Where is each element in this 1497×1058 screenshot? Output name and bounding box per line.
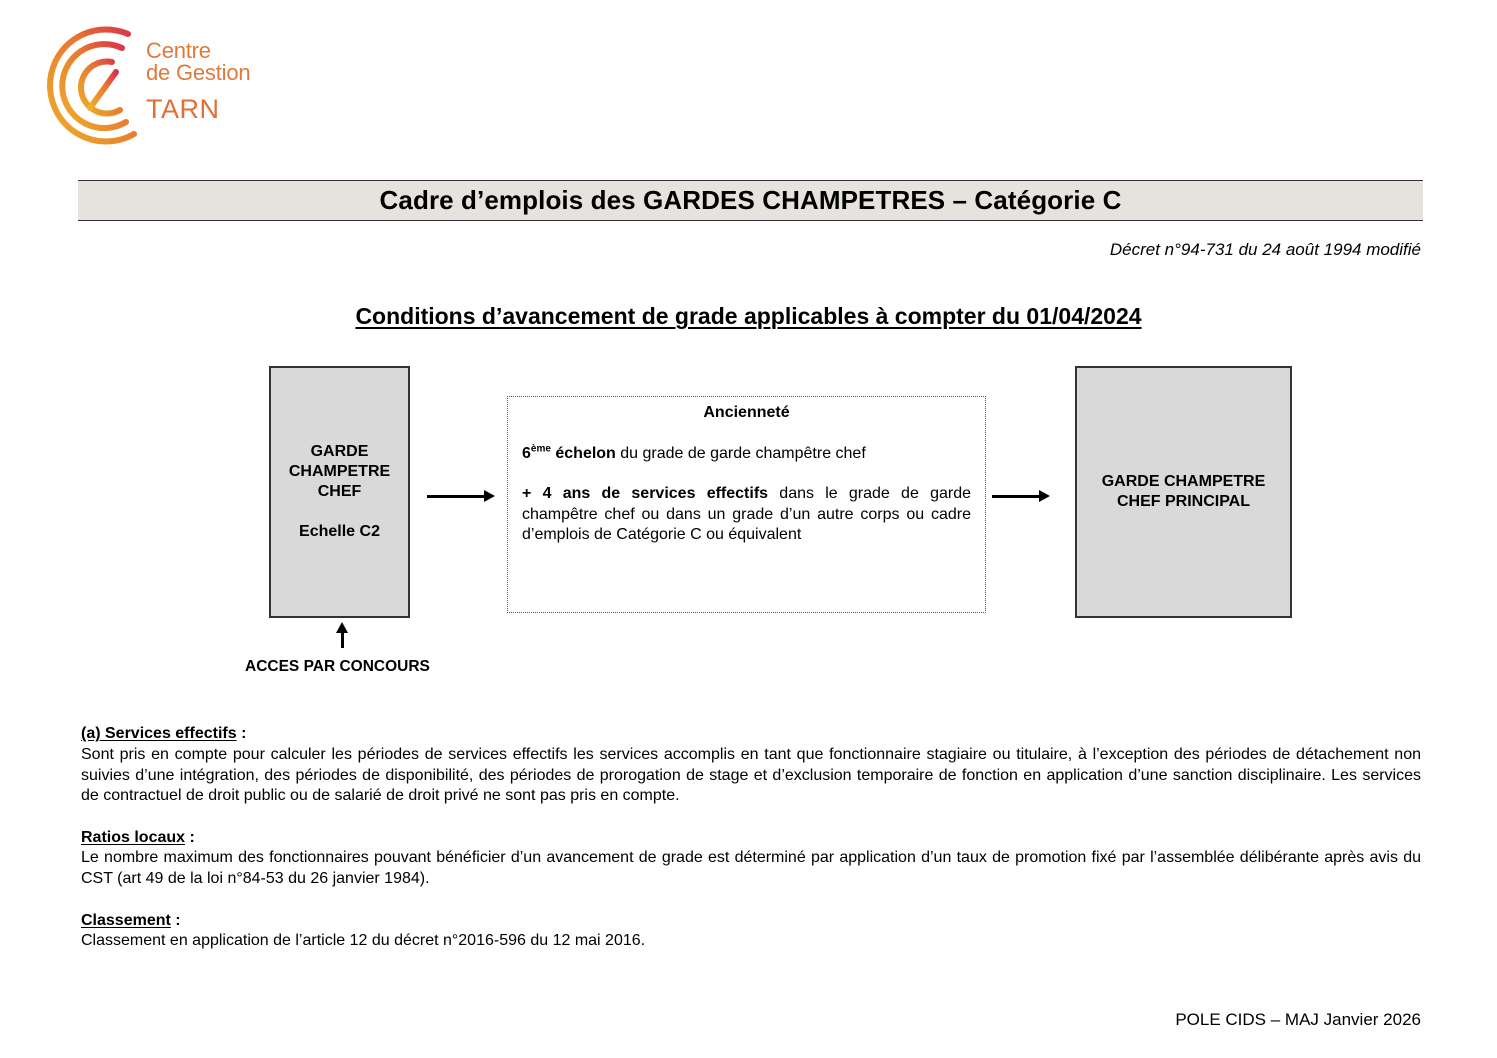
note-heading: Ratios locaux (81, 828, 186, 846)
logo-line-de-gestion: de Gestion (146, 60, 251, 85)
note-body: Classement en application de l’article 12 du décret n°2016-596 du 12 mai 2016. (81, 932, 646, 950)
arrow-right-icon (992, 495, 1040, 498)
footer-update-note: POLE CIDS – MAJ Janvier 2026 (1175, 1010, 1421, 1029)
logo-c-mark-icon (30, 22, 145, 147)
note-services-effectifs: (a) Services effectifs : Sont pris en compte pour calculer les périodes de services effectifs les services accomplis en tant que fonctionnaire stagiaire ou titulaire, à l’exception des périodes de détachement non suivies d’une intégration, des périodes de disponibilité, des périodes de prorogation de stage et d’exclusion temporaire de fonction en application d’une sanction disciplinaire. Les services de contractuel de droit public ou de salarié de droit privé ne sont pas pris en compte. (81, 724, 1421, 807)
criteria-title: Ancienneté (703, 404, 790, 421)
document-title: Cadre d’emplois des GARDES CHAMPETRES – Catégorie C (379, 185, 1122, 215)
decree-reference: Décret n°94-731 du 24 août 1994 modifié (1109, 240, 1421, 259)
echelon-sup: ème (530, 443, 551, 455)
echelon-rest: du grade de garde champêtre chef (615, 444, 866, 462)
criteria-box (507, 396, 986, 613)
arrow-right-icon (427, 495, 485, 498)
conditions-title: Conditions d’avancement de grade applicables à compter du 01/04/2024 (355, 303, 1142, 329)
target-grade-line2: CHEF PRINCIPAL (1116, 493, 1251, 510)
note-body: Le nombre maximum des fonctionnaires pouvant bénéficier d’un avancement de grade est déterminé par application d’un taux de promotion fixé par l’assemblée délibérante après avis du CST (art 49 de la loi n°84-53 du 26 janvier 1984). (81, 849, 1421, 888)
source-grade-line1: GARDE (310, 443, 369, 460)
document-title-bar (78, 180, 1423, 221)
note-body: Sont pris en compte pour calculer les périodes de services effectifs les services accomplis en tant que fonctionnaire stagiaire ou titulaire, à l’exception des périodes de détachement non suivies d’une intégration, des périodes de disponibilité, des périodes de prorogation de stage et d’exclusion temporaire de fonction en application d’une sanction disciplinaire. Les services de contractuel de droit public ou de salarié de droit privé ne sont pas pris en compte. (81, 745, 1421, 805)
echelon-bold: échelon (550, 444, 616, 462)
note-heading: Classement (81, 911, 171, 929)
conditions-heading (0, 303, 1497, 330)
target-grade-box (1075, 366, 1292, 618)
echelon-number: 6 (522, 444, 531, 462)
source-grade-line3: CHEF (317, 483, 362, 500)
logo-line-tarn: TARN (146, 94, 220, 124)
note-heading: (a) Services effectifs (81, 725, 237, 742)
source-grade-scale: Echelle C2 (299, 523, 380, 540)
services-rest: dans le grade de garde champêtre chef ou dans un grade d’un autre corps ou cadre d’emplois de Catégorie C ou équivalent (522, 485, 972, 543)
note-classement: Classement : Classement en application de l’article 12 du décret n°2016-596 du 12 mai 2016. (81, 911, 1421, 953)
criteria-echelon (522, 444, 971, 465)
logo-line-centre: Centre (146, 38, 211, 63)
logo-text (146, 40, 250, 124)
criteria-services (522, 484, 971, 546)
source-grade-box (269, 366, 410, 618)
services-bold: + 4 ans de services effectifs (522, 485, 769, 502)
centre-de-gestion-logo (30, 22, 275, 147)
notes-section (81, 724, 1421, 973)
source-grade-line2: CHAMPETRE (288, 463, 391, 480)
target-grade-line1: GARDE CHAMPETRE (1101, 473, 1266, 490)
arrow-up-icon (341, 632, 344, 648)
note-ratios-locaux: Ratios locaux : Le nombre maximum des fonctionnaires pouvant bénéficier d’un avancement de grade est déterminé par application d’un taux de promotion fixé par l’assemblée délibérante après avis du CST (art 49 de la loi n°84-53 du 26 janvier 1984). (81, 828, 1421, 890)
access-by-exam-label: ACCES PAR CONCOURS (245, 658, 430, 675)
